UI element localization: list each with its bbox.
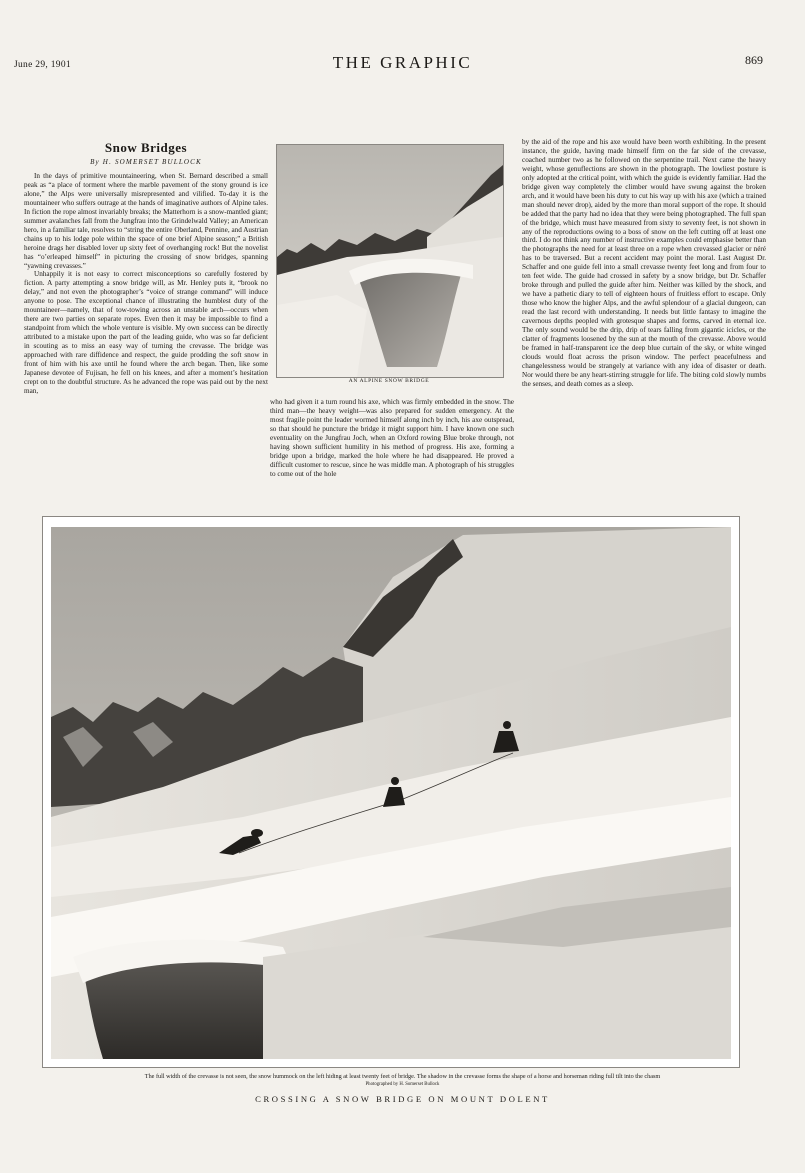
article-byline: By H. SOMERSET BULLOCK [90, 158, 202, 166]
large-photo-caption: The full width of the crevasse is not seen, the snow hummock on the left hiding at least twenty feet of bridge. The shadow in the crevasse forms the shape of a horse and horseman riding full tilt into the chasm [144, 1073, 661, 1080]
paragraph: In the days of primitive mountaineering, when St. Bernard described a small peak as “a place of torment where the marble pavement of the stony ground is ice alone,” the Alps were universally misrepresented and vilified. To-day it is the mountaineer who suffers outrage at the hands of imaginative authors of Alpine tales. In fiction the rope almost invariably breaks; the Matterhorn is a snow-mantled giant; summer avalanches fall from the Jungfrau into the Grindelwald Valley; an American hero, in a familiar tale, resolves to “string the entire Oberland, Pennine, and Austrian chains up to his lodge pole within the space of one brief Alpine season;” a British heroine drags her disabled lover up sixty feet of overhanging rock! But the novelist has “o’erleaped himself” in picturing the crossing of snow bridges, spanning “yawning crevasses.” [24, 172, 268, 270]
alpine-snow-bridge-photo [277, 145, 503, 377]
small-photo-caption: AN ALPINE SNOW BRIDGE [348, 378, 430, 384]
publication-title: THE GRAPHIC [332, 53, 473, 72]
text-column-1 [24, 172, 268, 396]
snow-bridge-mount-dolent-photo [43, 517, 739, 1067]
large-photo-title: CROSSING A SNOW BRIDGE ON MOUNT DOLENT [255, 1094, 550, 1104]
page-number: 869 [745, 53, 763, 67]
text-column-3 [522, 138, 766, 389]
issue-date: June 29, 1901 [14, 60, 71, 70]
paragraph: who had given it a turn round his axe, which was firmly embedded in the snow. The third man—the heavy weight—was also prepared for sudden emergency. At the most fragile point the leader wormed himself along inch by inch, his axe outspread, so that should he puncture the bridge it might support him. I have known one such eventuality on the Jungfrau Joch, when an Oxford rowing Blue broke through, not having shown sufficient humility in his method of progress. His axe, forming a bridge upon a bridge, marked the hole where he had disappeared. He proved a difficult customer to rescue, since he was middle man. A photograph of his struggles to come out of the hole [270, 398, 514, 478]
photo-credit: Photographed by H. Somerset Bullock [365, 1082, 440, 1087]
text-column-2 [270, 398, 514, 479]
small-photo [276, 144, 504, 378]
large-photo [42, 516, 740, 1068]
article-title: Snow Bridges [104, 140, 188, 155]
paragraph: Unhappily it is not easy to correct misconceptions so carefully fostered by fiction. A party attempting a snow bridge will, as Mr. Henley puts it, “brook no delay,” and not even the photographer’s “voice of strange command” will induce anyone to pose. The exceptional chance of illustrating the humblest duty of the mountaineer—namely, that of tow-towing across an unstable arch—occurs when there are two parties on separate ropes. Even then it may be impossible to find a standpoint from which the whole venture is visible. My own success can be directly attributed to a mistake upon the part of the leading guide, who was so far deficient in scouting as to miss an easy way of turning the crevasse. The bridge was approached with rare diffidence and respect, the guide prodding the soft snow in front of him with his axe until he found where the arch began. Then, like some Japanese devotee of Fujisan, he fell on his knees, and after a moment’s hesitation crept on to the doubtful structure. As he advanced the rope was paid out by the next man, [24, 270, 268, 395]
paragraph: by the aid of the rope and his axe would have been worth exhibiting. In the present instance, the guide, having made himself firm on the far side of the crevasse, coached number two as he followed on the serpentine trail. Next came the heavy weight, whose genuflections are shown in the photograph. The lowliest posture is only adopted at the critical point, with which the guide is evidently familiar. Had the bridge given way completely the climber would have swung against the broken arch, and it would have been his duty to cut his way up with his axe (which a trained man should never drop), aided by the more than moral support of the rope. It should be added that the party had no idea that they were being photographed. The full span of the bridge, which must have measured from sixty to seventy feet, is not shown in any of the reproductions owing to a boss of snow on the left cutting off at least one third. I do not think any number of instructive examples could emphasise better than the photographs the need for at least three on a rope when crevassed glacier or néré has to be traversed. But a recent accident may point the moral. Last August Dr. Schaffer and one guide fell into a small crevasse twenty feet long and from four to ten feet wide. The guide had crossed in safety by a snow bridge, but Dr. Schaffer broke through and pulled the guide after him. Neither was killed by the shock, and we have a pathetic diary to tell of eighteen hours of fruitless effort to escape. Only those who know the higher Alps, and the awful splendour of a glacial dungeon, can read the last record with understanding. It needs but little fantasy to imagine the cavernous depths peopled with grotesque shapes and forms, carved in eternal ice. The only sound would be the drip, drip of tears falling from gigantic icicles, or the clatter of fragments loosened by the sun at the mouth of the crevasse. Above would be framed in half-transparent ice the deep blue curtain of the sky, or white winged clouds would float across the prison window. The perfect peacefulness and changelessness would be strangely at variance with any idea of disaster or death. Nor would there be any heart-stirring struggle for life. The biting cold slowly numbs the senses, and death comes as a sleep. [522, 138, 766, 388]
